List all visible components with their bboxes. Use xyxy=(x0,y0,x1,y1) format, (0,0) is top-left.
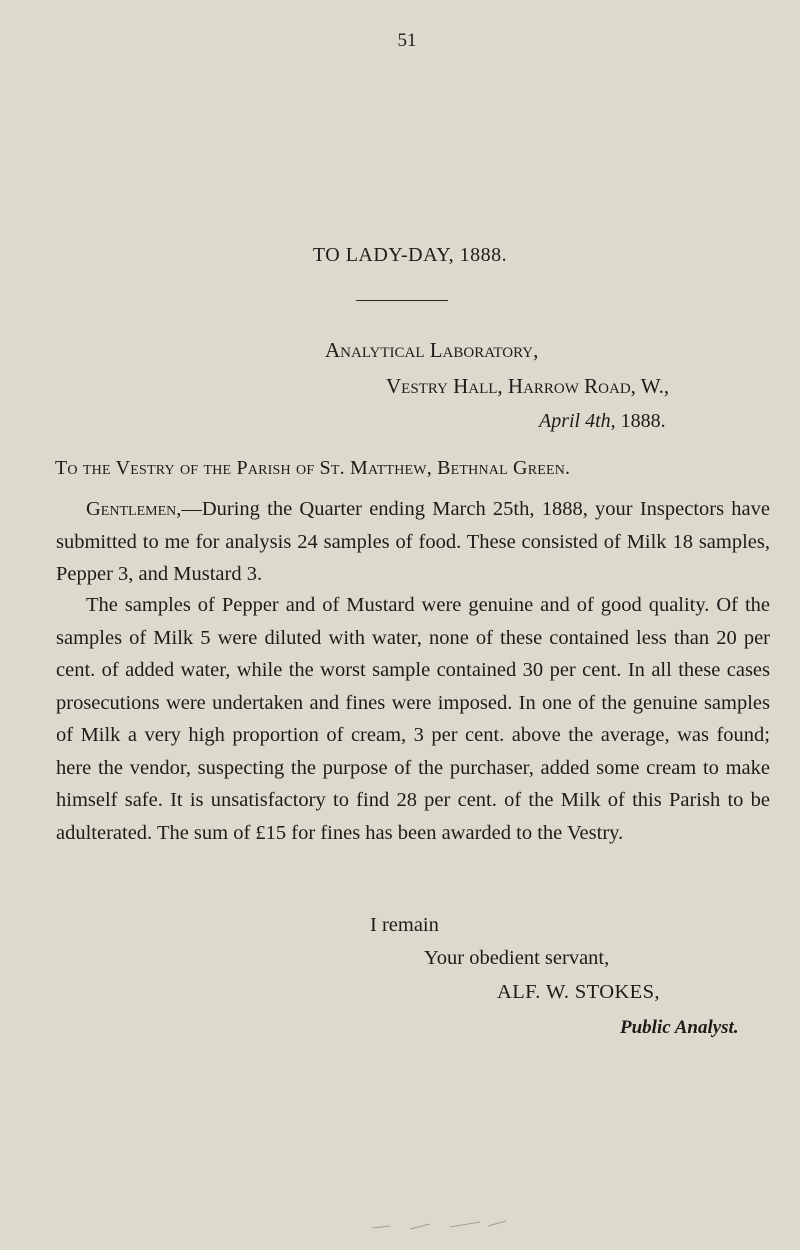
page-number: 51 xyxy=(397,30,417,51)
signature: ALF. W. STOKES, xyxy=(497,981,660,1003)
paragraph-2: The samples of Pepper and of Mustard were genuine and of good quality. Of the samples of Milk 5 were diluted with water, none of these contained less than 20 per cent. of added water, while the worst sample contained 30 per cent. In all these cases prosecutions were undertaken and fines were imposed. In one of the genuine samples of Milk a very high proportion of cream, 3 per cent. above the average, was found; here the vendor, suspecting the purpose of the purchaser, added some cream to make himself safe. It is unsatisfactory to find 28 per cent. of the Milk of this Parish to be adulterated. The sum of £15 for fines has been awarded to the Vestry. xyxy=(56,594,770,844)
divider-rule xyxy=(356,300,448,302)
closing-remain: I remain xyxy=(370,914,439,936)
address-line-1: Analytical Laboratory, xyxy=(325,338,539,362)
section-heading: TO LADY-DAY, 1888. xyxy=(312,244,508,266)
signatory-title: Public Analyst. xyxy=(620,1017,739,1038)
letter-date xyxy=(539,410,666,433)
salutation: To the Vestry of the Parish of St. Matthew, Bethnal Green. xyxy=(55,457,571,479)
letter-date-year: 1888. xyxy=(615,410,666,432)
paragraph-1-body: —During the Quarter ending March 25th, 1888, your Inspectors have submitted to me for analysis 24 samples of food. These consisted of Milk 18 samples, Pepper 3, and Mustard 3. xyxy=(56,498,770,585)
paragraph-1 xyxy=(56,493,770,591)
letter-date-day: April 4th, xyxy=(539,410,616,432)
paper-smudge xyxy=(370,1218,510,1232)
paragraph-1-lead: Gentlemen, xyxy=(86,498,182,520)
address-line-2: Vestry Hall, Harrow Road, W., xyxy=(386,374,670,398)
closing-servant: Your obedient servant, xyxy=(424,947,610,969)
